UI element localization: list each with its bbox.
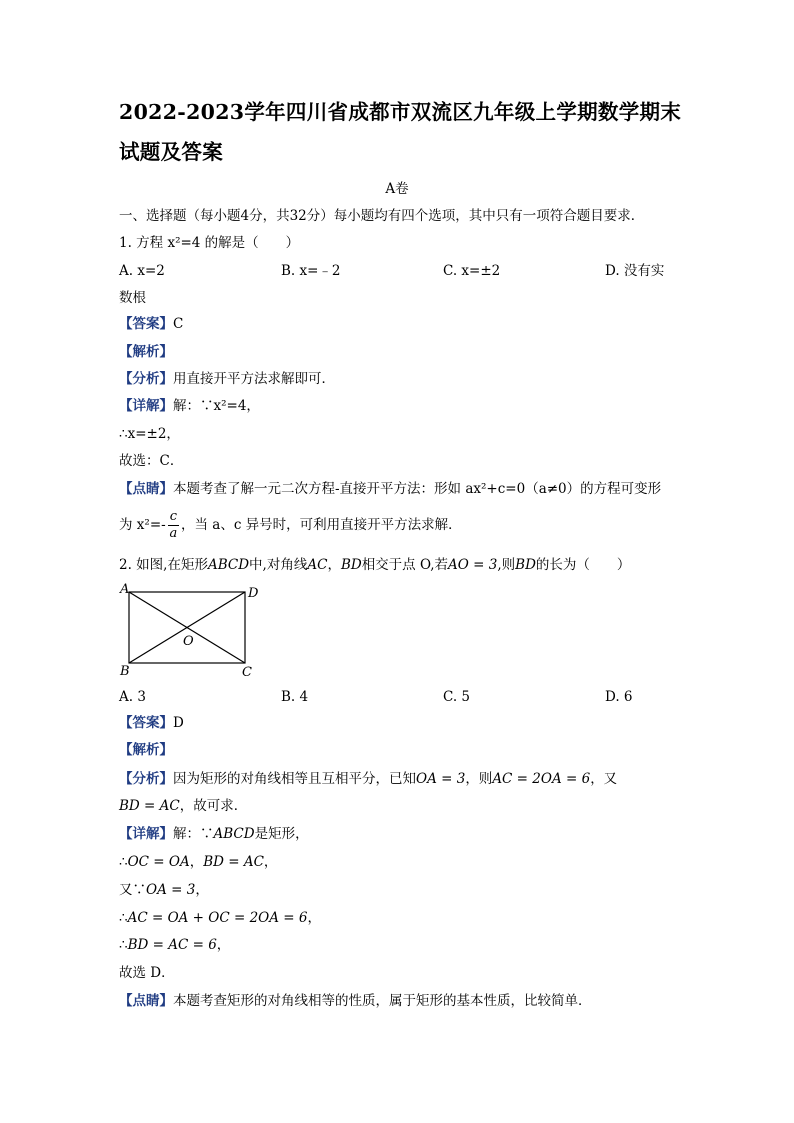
fraction-denominator: a	[169, 526, 178, 541]
q1-dianjing-2	[119, 507, 462, 543]
q2-xiangjie-4	[119, 908, 321, 928]
q2-xj2-pre: ∴	[119, 854, 128, 870]
dianjing-tag: 【点睛】	[119, 481, 173, 497]
q2-stem-bd2: BD	[515, 557, 536, 573]
q2-xiangjie-2	[119, 852, 277, 872]
analysis-tag: 【解析】	[119, 742, 173, 758]
answer-tag: 【答案】	[119, 316, 173, 332]
q1-answer	[119, 314, 183, 334]
q2-stem-abcd: ABCD	[207, 557, 250, 573]
q2-xj2-post: ，	[263, 854, 278, 870]
q2-xj3-m: OA = 3	[146, 882, 196, 898]
q2-fenxi-post: ，又	[590, 771, 618, 787]
q2-fenxi2-post: ，故可求．	[179, 798, 248, 814]
dianjing-tag: 【点睛】	[119, 993, 173, 1009]
q1-option-d-continued: 数根	[119, 290, 146, 306]
q2-stem-ac: AC	[307, 557, 328, 573]
q2-fenxi-1	[119, 769, 617, 789]
fenxi-tag: 【分析】	[119, 371, 173, 387]
q1-xiangjie-text-1: 解：∵x²=4，	[173, 398, 260, 414]
q2-stem-pre: 2. 如图,在矩形	[119, 557, 208, 573]
q2-stem-post: 的长为（ ）	[535, 557, 631, 573]
q2-xj4-post: ，	[307, 910, 321, 926]
q2-option-b: B. 4	[281, 689, 309, 705]
label-a: A	[120, 582, 130, 597]
q2-xiangjie-1	[119, 824, 309, 844]
title-line-2: 试题及答案	[119, 140, 223, 164]
q2-option-c: C. 5	[443, 689, 471, 705]
q2-xj1-post: 是矩形，	[254, 826, 309, 842]
q2-xiangjie-3	[119, 880, 209, 900]
q1-answer-value: C	[173, 316, 184, 332]
fraction-numerator: c	[169, 509, 177, 524]
q1-dianjing-pre: 为 x²=-	[119, 517, 166, 533]
q1-dianjing-1	[119, 479, 661, 499]
q2-stem-bd: BD	[340, 557, 362, 573]
q1-xiangjie-1	[119, 396, 260, 416]
answer-tag: 【答案】	[119, 715, 173, 731]
q2-option-a: A. 3	[119, 689, 146, 705]
q1-dianjing-post: ，当 a、c 异号时，可利用直接开平方法求解．	[180, 517, 462, 533]
q2-answer	[119, 713, 184, 733]
q2-fenxi-pre: 因为矩形的对角线相等且互相平分，已知	[173, 771, 416, 787]
q2-xj1-pre: 解：∵	[173, 826, 214, 842]
q2-xj4-m: AC = OA + OC = 2OA = 6	[127, 910, 308, 926]
label-b: B	[120, 664, 130, 679]
q1-xiangjie-2: ∴x=±2，	[119, 426, 180, 442]
q2-xj2-sep: ，	[189, 854, 204, 870]
q1-fenxi-text: 用直接开平方法求解即可．	[173, 371, 335, 387]
q1-fenxi	[119, 369, 335, 389]
xiangjie-tag: 【详解】	[119, 826, 173, 842]
q2-xj5-pre: ∴	[119, 937, 128, 953]
q1-analysis-heading	[119, 342, 173, 362]
label-o: O	[183, 634, 194, 649]
section-heading: A卷	[385, 181, 409, 197]
q2-xj2-m2: BD = AC	[203, 854, 264, 870]
fraction-c-over-a	[168, 509, 179, 542]
q2-stem-ao: AO = 3	[448, 557, 498, 573]
q2-xiangjie-6: 故选 D．	[119, 965, 175, 981]
q2-answer-value: D	[173, 715, 184, 731]
q1-option-c: C. x=±2	[443, 263, 501, 279]
q2-option-d: D. 6	[605, 689, 633, 705]
q2-fenxi-m1: OA = 3	[416, 771, 466, 787]
analysis-tag: 【解析】	[119, 344, 173, 360]
q2-fenxi-m2: AC = 2OA = 6	[492, 771, 591, 787]
q2-analysis-heading	[119, 740, 173, 760]
q2-stem	[119, 555, 630, 575]
q2-xj2-m1: OC = OA	[127, 854, 190, 870]
q1-option-a: A. x=2	[119, 263, 165, 279]
document-title	[119, 92, 709, 172]
q2-stem-mid3: ,则	[497, 557, 516, 573]
q2-stem-mid1: 中,对角线	[249, 557, 308, 573]
rectangle-figure	[116, 582, 276, 682]
q2-xj3-post: ，	[195, 882, 209, 898]
q2-stem-sep: ，	[327, 557, 341, 573]
q2-xiangjie-5	[119, 935, 230, 955]
q2-fenxi-mid: ，则	[465, 771, 493, 787]
label-d: D	[248, 586, 259, 601]
xiangjie-tag: 【详解】	[119, 398, 173, 414]
q2-dianjing	[119, 991, 592, 1011]
instructions: 一、选择题（每小题4分，共32分）每小题均有四个选项，其中只有一项符合题目要求．	[119, 208, 645, 224]
q1-option-b: B. x=﹣2	[281, 263, 341, 279]
q2-xj5-m: BD = AC = 6	[127, 937, 217, 953]
q2-xj3-pre: 又∵	[119, 882, 146, 898]
q2-xj5-post: ，	[216, 937, 231, 953]
q2-stem-mid2: 相交于点 O,若	[361, 557, 449, 573]
q2-fenxi-2	[119, 796, 247, 816]
q2-fenxi2-m: BD = AC	[119, 798, 180, 814]
title-line-1: 2022-2023学年四川省成都市双流区九年级上学期数学期末	[119, 100, 682, 124]
q2-xj4-pre: ∴	[119, 910, 128, 926]
q1-option-d: D. 没有实	[605, 263, 665, 279]
fenxi-tag: 【分析】	[119, 771, 173, 787]
q1-dianjing-text-1: 本题考查了解一元二次方程-直接开平方法：形如 ax²+c=0（a≠0）的方程可变形	[173, 481, 662, 497]
q1-xiangjie-3: 故选：C．	[119, 453, 184, 469]
q2-dianjing-text: 本题考查矩形的对角线相等的性质，属于矩形的基本性质，比较简单．	[173, 993, 592, 1009]
label-c: C	[242, 665, 252, 680]
q1-stem: 1. 方程 x²=4 的解是（ ）	[119, 235, 300, 251]
q2-xj1-m: ABCD	[213, 826, 255, 842]
